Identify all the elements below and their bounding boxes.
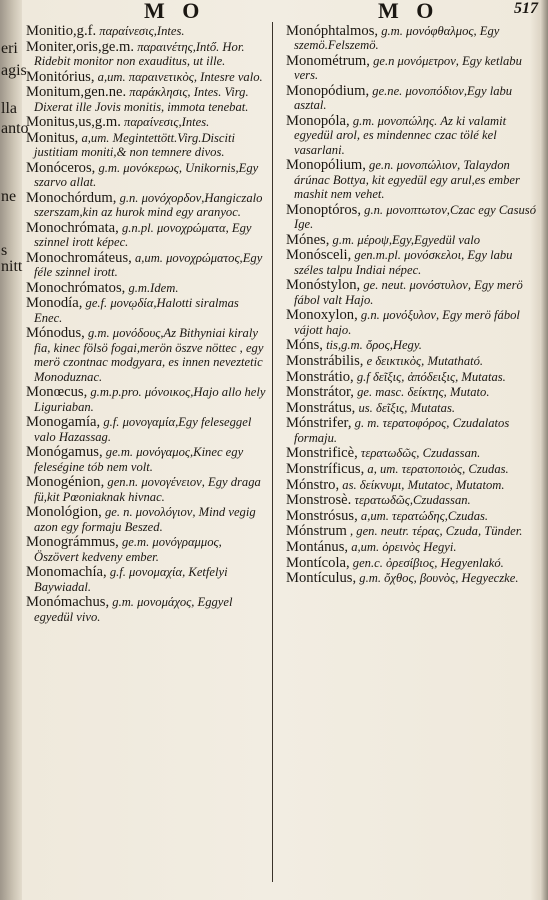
entry-headword: Monstrátor, <box>286 384 354 401</box>
dictionary-entry <box>26 415 268 444</box>
entry-definition: gen.n. μονογένειον, Egy draga fü,kit Pœoniaknak hivnac. <box>34 475 261 504</box>
page-edge-shadow <box>540 0 548 900</box>
entry-definition: g.m. μονοπώλης. Az ki valamit egyedül arol, es mindennec czac tölé kel vasarlani. <box>294 114 507 157</box>
dictionary-entry <box>286 416 536 445</box>
entry-definition: a,um. παραινετικὸς, Intesre valo. <box>97 69 263 84</box>
dictionary-entry <box>26 161 268 190</box>
page-number: 517 <box>514 0 538 17</box>
entry-headword: Moniter,oris,ge.m. <box>26 38 135 55</box>
entry-definition: ge. masc. δείκτης, Mutato. <box>357 385 490 400</box>
entry-definition: g.m. μονόκερως, Unikornis,Egy szarvo allat. <box>34 160 259 190</box>
entry-definition: tis,g.m. ὄρος,Hegy. <box>326 338 422 353</box>
entry-headword: Monopódium, <box>286 83 370 99</box>
entry-definition: g.f. μονογαμία,Egy feleseggel valo Hazassag. <box>34 415 252 444</box>
entry-definition: us. δεῖξις, Mutatas. <box>358 400 456 415</box>
entry-headword: Monogamía, <box>26 414 101 431</box>
gutter-text-fragment: lla <box>1 100 17 117</box>
entry-definition: g.m. μέροψ,Egy,Egyedül valo <box>332 232 481 247</box>
dictionary-entry <box>286 478 536 492</box>
entry-definition: a,um. Megintettött.Virg.Disciti justitiam moniti,& non temnere divos. <box>34 130 236 160</box>
dictionary-entry <box>26 251 268 280</box>
dictionary-entry <box>26 475 268 504</box>
entry-headword: Montícola, <box>286 554 350 571</box>
entry-headword: Monitus, <box>26 129 79 146</box>
column-divider <box>272 22 273 882</box>
dictionary-entry <box>286 370 536 384</box>
entry-headword: Monstrátus, <box>286 399 356 416</box>
dictionary-entry <box>26 535 268 564</box>
entry-headword: Monoptóros, <box>286 201 361 218</box>
dictionary-entry <box>286 401 536 415</box>
dictionary-entry <box>286 233 536 247</box>
entry-headword: Monómachus, <box>26 594 110 611</box>
dictionary-entry <box>26 131 268 160</box>
dictionary-entry <box>286 203 536 232</box>
gutter-text-fragment: s <box>1 242 8 259</box>
entry-definition: a, um. τερατοποιὸς, Czudas. <box>367 461 509 476</box>
entry-headword: Monóceros, <box>26 159 96 176</box>
dictionary-entry <box>286 84 536 113</box>
page-header <box>22 0 540 22</box>
entry-headword: Monodía, <box>26 295 83 312</box>
gutter-text-fragment: ne <box>1 188 17 205</box>
entry-headword: Mónstrum <box>286 523 347 540</box>
entry-definition: ge.m. μονόγραμμος, Öszövert kedveny ember. <box>34 535 222 564</box>
entry-definition: παραίνεσις,Intes. <box>124 115 210 130</box>
entry-headword: Monopóla, <box>286 113 350 129</box>
dictionary-entry <box>286 54 536 83</box>
entry-definition: g.n.pl. μονοχρώματα, Egy szinnel irott képec. <box>34 220 252 250</box>
entry-headword: Monstrificè, <box>286 445 358 462</box>
dictionary-entry <box>26 191 268 220</box>
entry-headword: Monitórius, <box>26 68 95 85</box>
entry-headword: Monstrátio, <box>286 368 354 385</box>
entry-definition: ge.f. μονῳδία,Halotti siralmas Enec. <box>34 296 239 325</box>
entry-definition: ge.ne. μονοπόδιον,Egy labu asztal. <box>294 84 513 113</box>
gutter-text-fragment: agis <box>1 62 27 79</box>
entry-definition: g.f. μονομαχία, Ketfelyi Baywiadal. <box>34 565 228 594</box>
entry-definition: g.m.Idem. <box>128 280 179 295</box>
entry-headword: Montánus, <box>286 538 349 555</box>
gutter-text-fragment: anto <box>1 120 29 137</box>
entry-headword: Móns, <box>286 337 323 354</box>
entry-headword: Monochromáteus, <box>26 249 132 266</box>
entry-headword: Monitio,g.f. <box>26 23 97 39</box>
dictionary-entry <box>26 595 268 624</box>
dictionary-entry <box>286 540 536 554</box>
entry-definition: gen.c. ὀρεσίβιος, Hegyenlakó. <box>352 555 504 570</box>
dictionary-entry <box>286 571 536 585</box>
dictionary-entry <box>26 85 268 114</box>
entry-definition: ge. n. μονολόγιον, Mind vegig azon egy formaju Beszed. <box>34 505 256 534</box>
entry-headword: Monológion, <box>26 504 102 521</box>
entry-headword: Monogénion, <box>26 474 105 491</box>
entry-definition: ge.n μονόμετρον, Egy ketlabu vers. <box>294 54 522 83</box>
dictionary-entry <box>286 158 536 201</box>
entry-definition: παραίνεσις,Intes. <box>99 24 185 38</box>
entry-headword: Mónstro, <box>286 476 340 493</box>
entry-headword: Monitus,us,g.m. <box>26 114 121 131</box>
dictionary-entry <box>26 221 268 250</box>
dictionary-entry <box>26 70 268 84</box>
entry-definition: e δεικτικὸς, Mutatható. <box>366 354 484 368</box>
entry-definition: ge. neut. μονόστυλον, Egy merö fábol valt Hajo. <box>294 278 523 307</box>
entry-definition: τερατωδῶς,Czudassan. <box>354 493 471 508</box>
entry-headword: Monochrómata, <box>26 219 119 236</box>
dictionary-entry <box>286 354 536 368</box>
dictionary-entry <box>286 524 536 538</box>
entry-headword: Monósceli, <box>286 247 352 264</box>
entry-headword: Mónes, <box>286 231 330 248</box>
entry-definition: a,um. τερατώδης,Czudas. <box>360 508 489 523</box>
entry-headword: Monométrum, <box>286 53 370 69</box>
dictionary-entry <box>286 248 536 277</box>
right-running-head: M O <box>378 0 440 23</box>
dictionary-entry <box>26 445 268 474</box>
entry-definition: παράκλησις, Intes. Virg. Dixerat ille Jovis monitis, immota tenebat. <box>34 85 249 114</box>
entry-definition: g.m. ὄχθος, βουνὸς, Hegyeczke. <box>359 571 519 586</box>
entry-definition: , gen. neutr. τέρας, Czuda, Tünder. <box>349 524 523 539</box>
entry-headword: Monóstylon, <box>286 277 361 294</box>
dictionary-entry <box>26 24 268 38</box>
entry-definition: g.f δεῖξις, ἀπόδειξις, Mutatas. <box>356 369 506 384</box>
dictionary-entry <box>26 385 268 414</box>
left-running-head: M O <box>144 0 206 23</box>
dictionary-entry <box>286 308 536 337</box>
entry-definition: g.m. μονόδους,Az Bithyniai kiraly fia, kinec fölsö fogai,merön öszve nöttec , egy merö czontnac modgyara, es innen neveztetic Monoduznac. <box>34 326 264 384</box>
entry-headword: Mónstrifer, <box>286 415 352 432</box>
entry-headword: Monomachía, <box>26 564 107 581</box>
entry-definition: ge.m. μονόγαμος,Kinec egy feleségine tób nem volt. <box>34 445 244 474</box>
entry-definition: g. m. τερατοφόρος, Czudalatos formaju. <box>294 416 510 445</box>
dictionary-entry <box>286 114 536 157</box>
dictionary-entry <box>26 115 268 129</box>
dictionary-entry <box>26 326 268 384</box>
entry-definition: ge.n. μονοπώλιον, Talaydon árúnac Bottya, kit egyedül egy arul,es ember mashit nem vehet. <box>294 158 520 202</box>
entry-headword: Monochrómatos, <box>26 279 126 296</box>
entry-definition: g.n. μονοπτωτον,Czac egy Casusó Ige. <box>294 202 537 232</box>
gutter-text-fragment: nitt <box>1 258 23 275</box>
dictionary-entry <box>286 385 536 399</box>
entry-headword: Monstrábilis, <box>286 353 364 369</box>
entry-headword: Monstríficus, <box>286 460 365 477</box>
dictionary-entry <box>26 40 268 69</box>
entry-definition: τερατωδῶς, Czudassan. <box>360 446 481 461</box>
entry-headword: Monstrósus, <box>286 507 358 524</box>
entry-definition: g.n. μονόξυλον, Egy merö fábol vájott hajo. <box>294 308 520 337</box>
dictionary-entry <box>286 446 536 460</box>
right-column <box>286 24 536 587</box>
dictionary-entry <box>286 493 536 507</box>
entry-headword: Monóphtalmos, <box>286 23 379 39</box>
entry-definition: g.n. μονόχορδον,Hangiczalo szerszam,kin az hurok mind egy aranyoc. <box>34 190 263 220</box>
entry-definition: g.m. μονομάχος, Eggyel egyedül vivo. <box>34 595 233 624</box>
dictionary-entry <box>286 278 536 307</box>
entry-headword: Montículus, <box>286 570 357 587</box>
entry-headword: Monœcus, <box>26 384 88 401</box>
entry-headword: Monoxylon, <box>286 307 358 324</box>
dictionary-entry <box>286 24 536 53</box>
entry-definition: as. δείκνυμι, Mutatoc, Mutatom. <box>342 477 505 492</box>
entry-headword: Monográmmus, <box>26 534 119 551</box>
entry-headword: Monstrosè. <box>286 492 352 509</box>
entry-headword: Monochórdum, <box>26 189 117 206</box>
entry-definition: a,um. μονοχρώματος,Egy féle szinnel irott. <box>34 250 263 280</box>
gutter-text-fragment: eri <box>1 40 18 57</box>
dictionary-entry <box>26 565 268 594</box>
entry-headword: Mónodus, <box>26 325 85 342</box>
dictionary-entry <box>286 509 536 523</box>
entry-definition: παραινέτης,Intő. Hor. Ridebit monitor non exauditus, ut ille. <box>34 39 245 68</box>
dictionary-entry <box>286 556 536 570</box>
entry-definition: gen.m.pl. μονόσκελοι, Egy labu széles talpu Indiai népec. <box>294 248 513 277</box>
left-column <box>26 24 268 625</box>
dictionary-entry <box>286 338 536 352</box>
dictionary-entry <box>26 296 268 325</box>
entry-definition: a,um. ὀρεινὸς Hegyi. <box>351 539 457 554</box>
entry-definition: g.m. μονόφθαλμος, Egy szemö.Felszemö. <box>294 24 500 53</box>
dictionary-entry <box>26 281 268 295</box>
entry-headword: Monitum,gen.ne. <box>26 84 127 101</box>
entry-definition: g.m.p.pro. μόνοικος,Hajo allo hely Liguriaban. <box>34 385 266 414</box>
entry-headword: Monopólium, <box>286 157 366 174</box>
entry-headword: Monógamus, <box>26 444 103 461</box>
dictionary-entry <box>26 505 268 534</box>
dictionary-entry <box>286 462 536 476</box>
